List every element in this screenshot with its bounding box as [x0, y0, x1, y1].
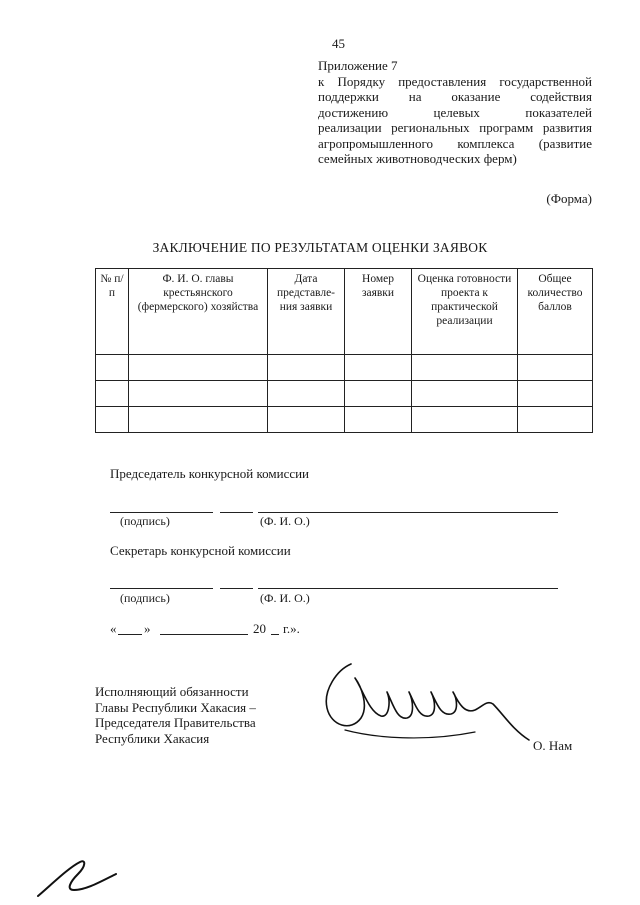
signer-name: О. Нам	[533, 738, 573, 753]
acting-head-line: Главы Республики Хакасия –	[95, 699, 256, 715]
chairman-name-caption: (Ф. И. О.)	[260, 514, 310, 528]
table-cell	[96, 381, 129, 407]
form-label: (Форма)	[546, 191, 592, 206]
table-cell	[129, 407, 268, 433]
date-month-line	[160, 634, 248, 635]
table-cell	[412, 355, 518, 381]
table-row	[96, 355, 593, 381]
table-cell	[345, 407, 412, 433]
chairman-signature-line	[110, 512, 213, 513]
date-close-quote: »	[144, 621, 151, 636]
chairman-name-line	[258, 512, 558, 513]
column-header-application-number: Номер заявки	[345, 269, 412, 355]
acting-head-title	[95, 684, 256, 746]
table-cell	[412, 407, 518, 433]
column-header-farm-head-name: Ф. И. О. главы крестьянского (фермерского) хозяйства	[129, 269, 268, 355]
table-cell	[268, 355, 345, 381]
table-cell	[129, 381, 268, 407]
document-title: ЗАКЛЮЧЕНИЕ ПО РЕЗУЛЬТАТАМ ОЦЕНКИ ЗАЯВОК	[152, 240, 488, 255]
table-cell	[518, 407, 593, 433]
secretary-signature-line	[110, 588, 213, 589]
date-year-suffix: г.».	[283, 621, 300, 636]
table-cell	[96, 407, 129, 433]
appendix-line: агропромышленного комплекса (развитие	[318, 135, 592, 151]
secretary-signature-line	[220, 588, 253, 589]
column-header-submission-date: Дата представле-ния заявки	[268, 269, 345, 355]
table-cell	[518, 381, 593, 407]
table-cell	[345, 355, 412, 381]
table-row	[96, 407, 593, 433]
assessment-table	[95, 268, 593, 433]
appendix-line: семейных животноводческих ферм)	[318, 151, 517, 166]
secretary-label: Секретарь конкурсной комиссии	[110, 543, 291, 558]
chairman-signature-caption: (подпись)	[120, 514, 170, 528]
secretary-name-caption: (Ф. И. О.)	[260, 591, 310, 605]
handwritten-signature	[315, 660, 530, 750]
page-number: 45	[332, 36, 345, 51]
appendix-line: к Порядку предоставления государственной	[318, 73, 592, 89]
secretary-signature-caption: (подпись)	[120, 591, 170, 605]
table-cell	[345, 381, 412, 407]
appendix-line: поддержки на оказание содействия	[318, 89, 592, 104]
chairman-signature-line	[220, 512, 253, 513]
column-header-readiness-assessment: Оценка готовности проекта к практической реализации	[412, 269, 518, 355]
date-year-prefix: 20	[253, 621, 266, 636]
table-cell	[96, 355, 129, 381]
date-year-line	[271, 634, 279, 635]
table-row	[96, 381, 593, 407]
appendix-line: достижению целевых показателей	[318, 104, 592, 120]
table-cell	[268, 381, 345, 407]
secretary-name-line	[258, 588, 558, 589]
appendix-header	[318, 58, 592, 167]
acting-head-line: Республики Хакасия	[95, 730, 210, 746]
table-cell	[412, 381, 518, 407]
initials-mark	[36, 856, 118, 898]
acting-head-line: Председателя Правительства	[95, 715, 256, 730]
date-open-quote: «	[110, 621, 117, 636]
appendix-line: реализации региональных программ развития	[318, 120, 592, 135]
acting-head-line: Исполняющий обязанности	[95, 684, 249, 699]
table-cell	[518, 355, 593, 381]
table-cell	[268, 407, 345, 433]
table-header-row	[96, 269, 593, 355]
column-header-number: № п/п	[96, 269, 129, 355]
chairman-label: Председатель конкурсной комиссии	[110, 466, 310, 481]
table-cell	[129, 355, 268, 381]
date-day-line	[118, 634, 142, 635]
column-header-total-score: Общее количество баллов	[518, 269, 593, 355]
appendix-title: Приложение 7	[318, 58, 398, 73]
